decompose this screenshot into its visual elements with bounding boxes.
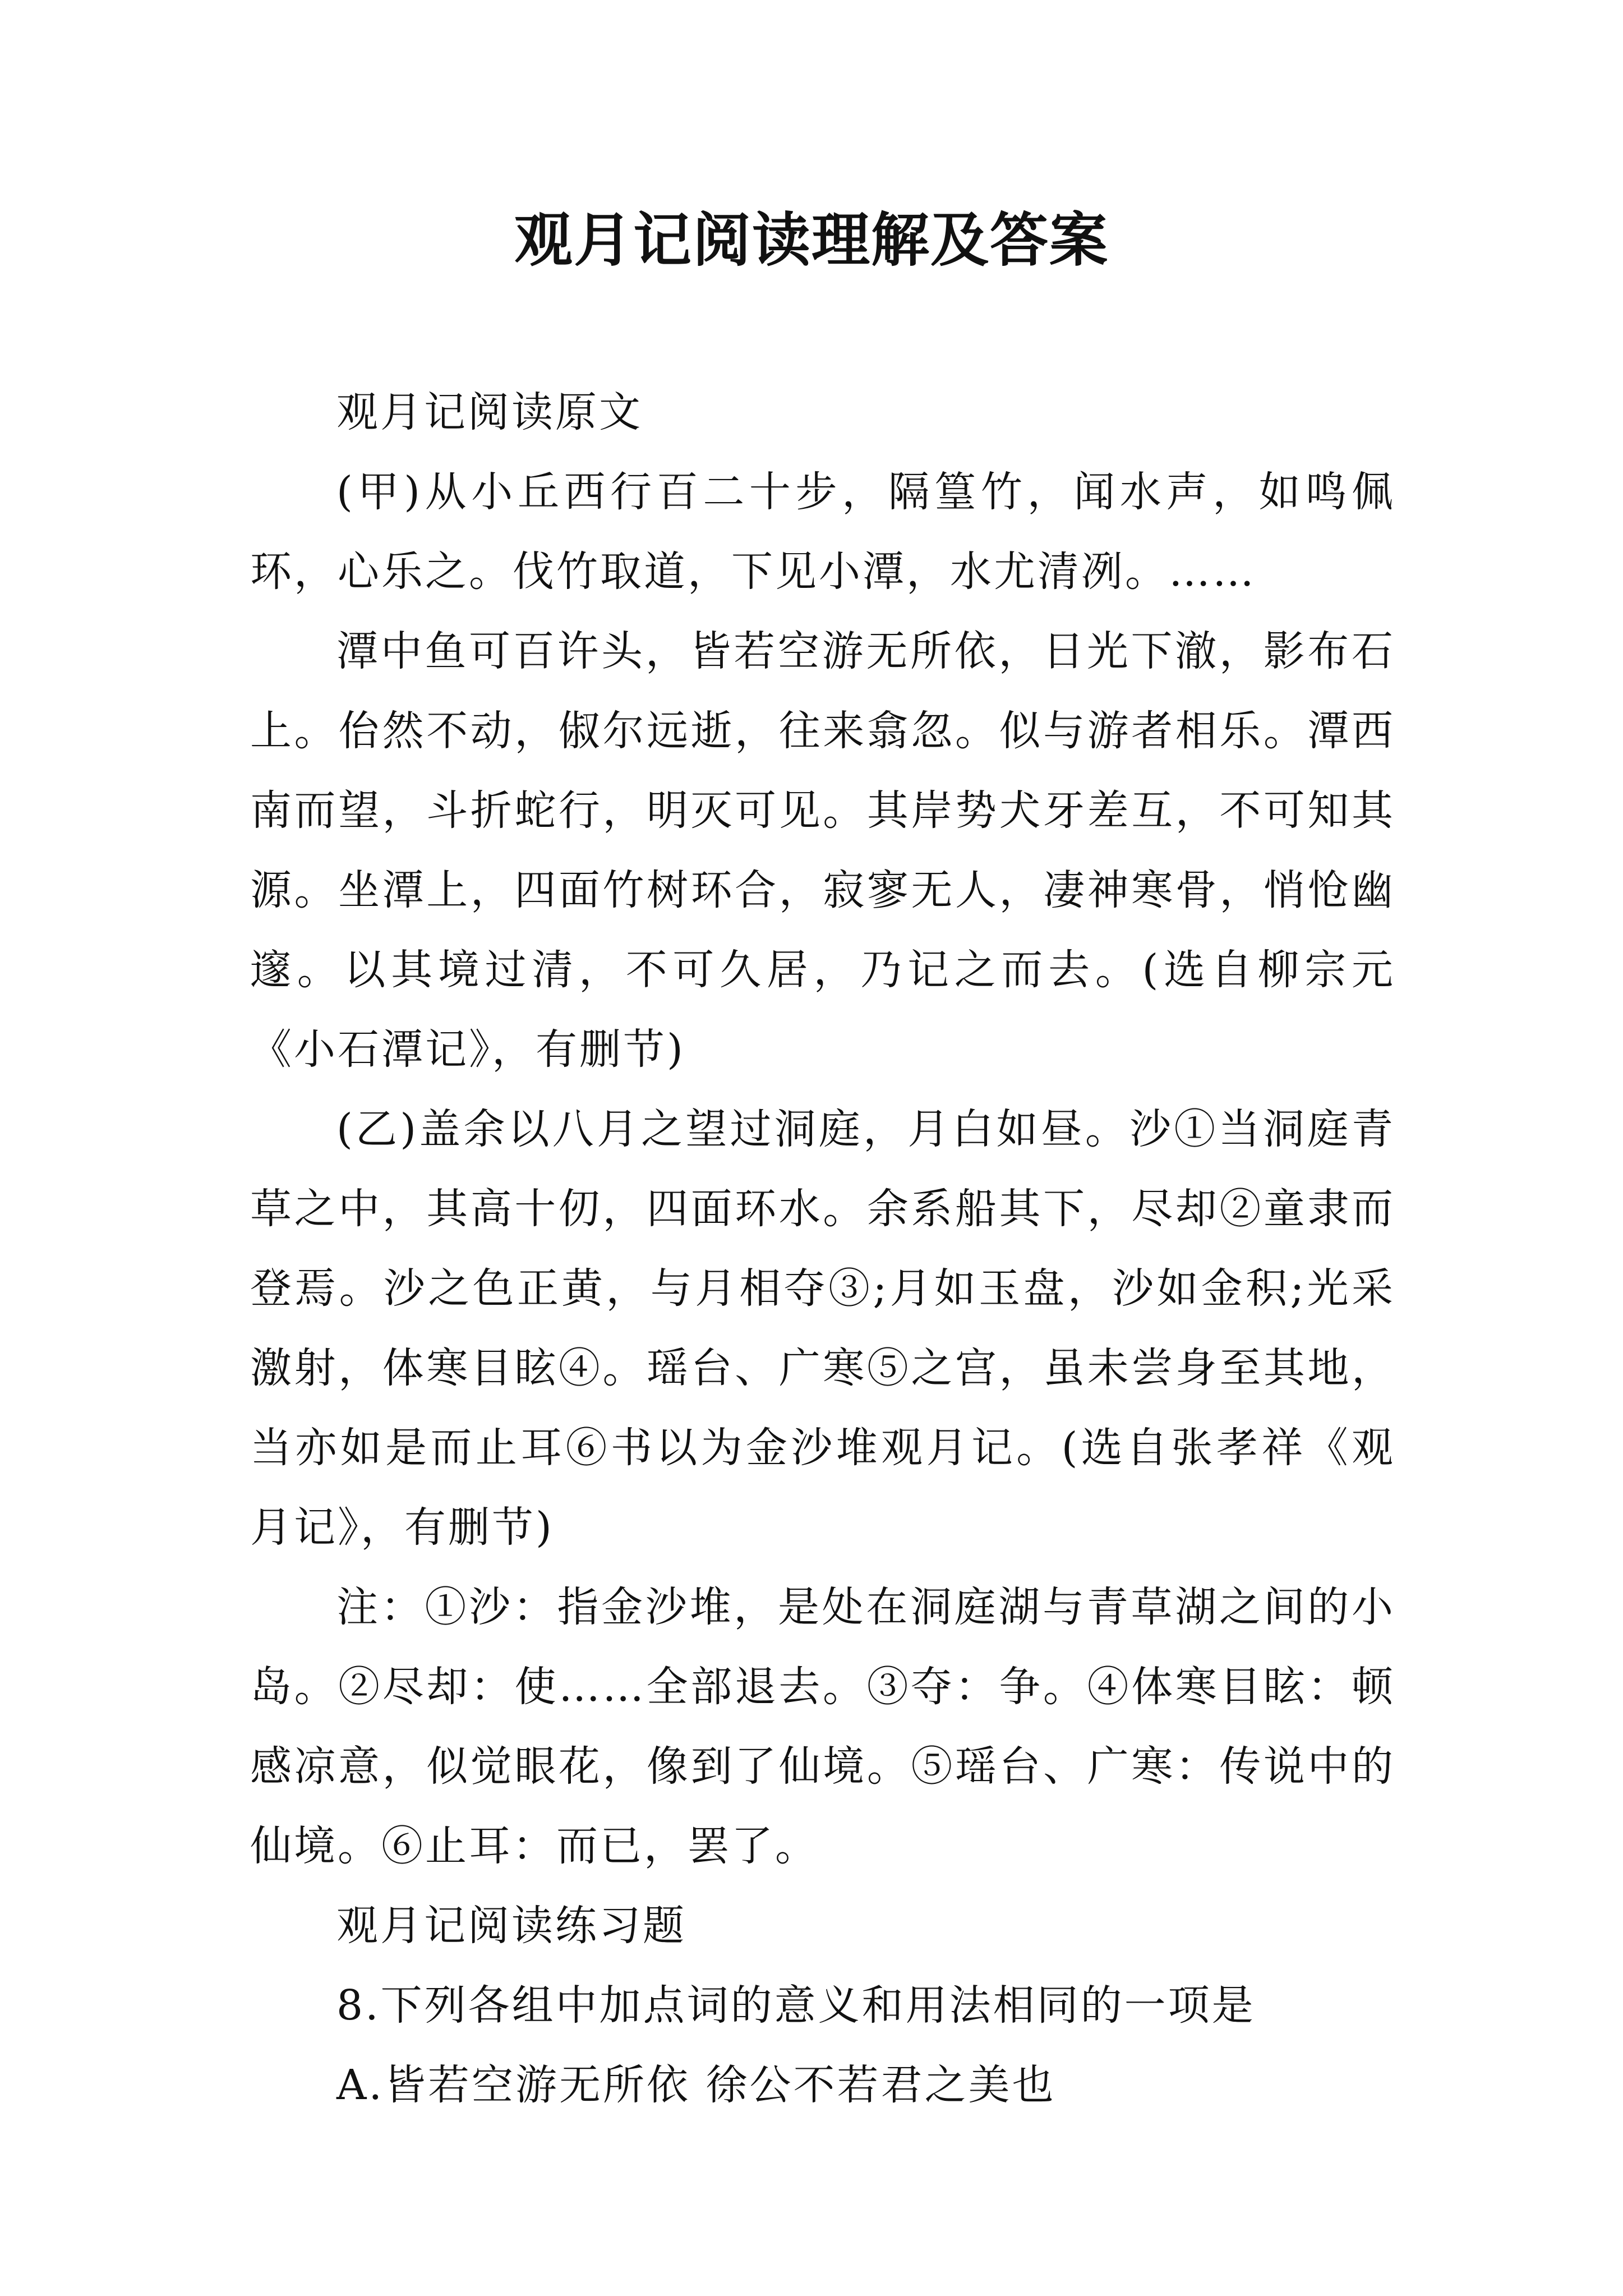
section-heading-exercises: 观月记阅读练习题	[336, 1902, 686, 1950]
paragraph-jia-part1: (甲)从小丘西行百二十步，隔篁竹，闻水声，如鸣佩环，心乐之。伐竹取道，下见小潭，水尤清冽。……	[250, 468, 1395, 596]
section-heading-original-text: 观月记阅读原文	[336, 388, 643, 436]
paragraph-notes: 注：①沙：指金沙堆，是处在洞庭湖与青草湖之间的小岛。②尽却：使……全部退去。③夺：争。④体寒目眩：顿感凉意，似觉眼花，像到了仙境。⑤瑶台、广寒：传说中的仙境。⑥止耳：而已，罢了。	[250, 1583, 1395, 1870]
document-body	[250, 372, 1395, 2125]
question-8: 8.下列各组中加点词的意义和用法相同的一项是	[336, 1981, 1256, 2030]
paragraph-yi: (乙)盖余以八月之望过洞庭，月白如昼。沙①当洞庭青草之中，其高十仞，四面环水。余系船其下，尽却②童隶而登焉。沙之色正黄，与月相夺③;月如玉盘，沙如金积;光采激射，体寒目眩④。瑶台、广寒⑤之宫，虽未尝身至其地，当亦如是而止耳⑥书以为金沙堆观月记。(选自张孝祥《观月记》，有删节)	[250, 1105, 1395, 1552]
paragraph-jia-part2: 潭中鱼可百许头，皆若空游无所依，日光下澈，影布石上。佁然不动，俶尔远逝，往来翕忽。似与游者相乐。潭西南而望，斗折蛇行，明灭可见。其岸势犬牙差互，不可知其源。坐潭上，四面竹树环合，寂寥无人，凄神寒骨，悄怆幽邃。以其境过清，不可久居，乃记之而去。(选自柳宗元《小石潭记》，有删节)	[250, 627, 1395, 1074]
question-8-option-a: A.皆若空游无所依 徐公不若君之美也	[336, 2061, 1056, 2109]
document-title: 观月记阅读理解及答案	[514, 205, 1109, 274]
